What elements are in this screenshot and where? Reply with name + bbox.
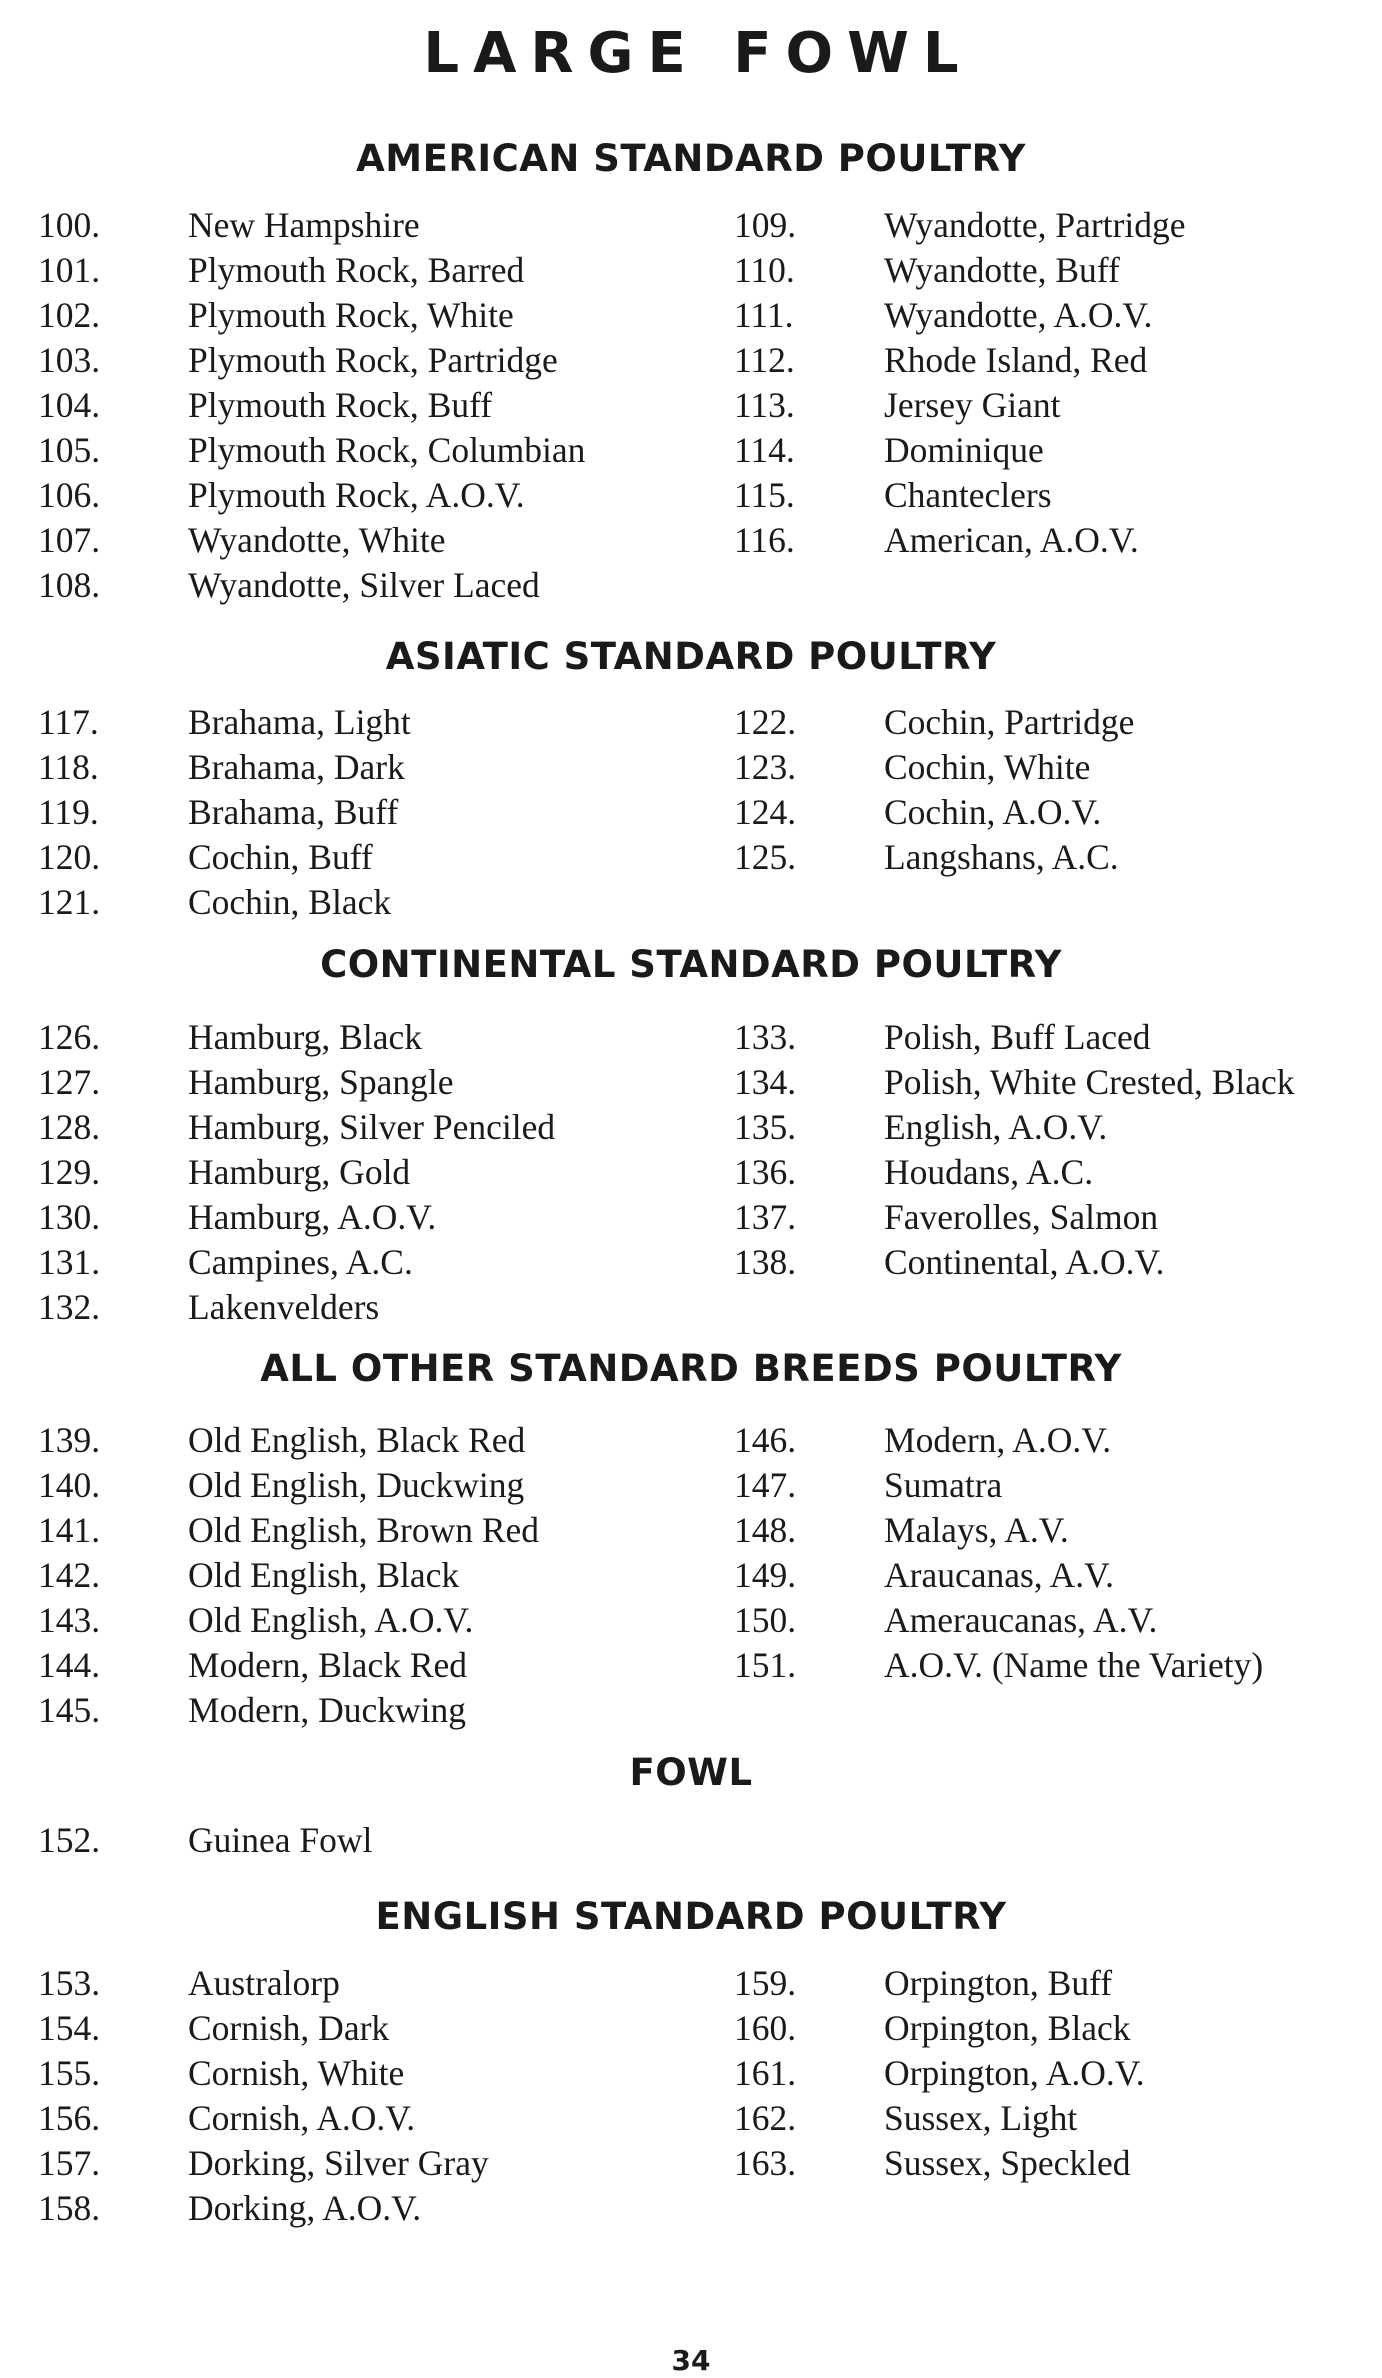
list-item [38, 2141, 489, 2186]
breed-name: Orpington, A.O.V. [884, 2053, 1145, 2093]
list-item [38, 203, 585, 248]
entry-number: 130. [38, 1197, 101, 1237]
section-heading-continental-standard-poultry: CONTINENTAL STANDARD POULTRY [320, 943, 1062, 986]
breed-name: Sumatra [884, 1465, 1003, 1505]
entry-number: 156. [38, 2098, 101, 2138]
entry-number: 111. [734, 295, 794, 335]
breed-name: Modern, A.O.V. [884, 1420, 1112, 1460]
list-item [734, 2006, 1145, 2051]
entry-number: 120. [38, 837, 101, 877]
breed-name: Lakenvelders [188, 1287, 380, 1327]
entry-number: 144. [38, 1645, 101, 1685]
entry-number: 114. [734, 430, 795, 470]
breed-name: Guinea Fowl [188, 1820, 373, 1860]
left-column [38, 203, 585, 608]
breed-name: Ameraucanas, A.V. [884, 1600, 1158, 1640]
list-item [734, 1105, 1295, 1150]
list-item [734, 518, 1186, 563]
entry-number: 122. [734, 702, 797, 742]
breed-name: Modern, Duckwing [188, 1690, 467, 1730]
entry-number: 150. [734, 1600, 797, 1640]
entry-number: 141. [38, 1510, 101, 1550]
list-item [38, 518, 585, 563]
list-item [38, 1015, 555, 1060]
entry-number: 104. [38, 385, 101, 425]
list-item [38, 1105, 555, 1150]
list-item [734, 2096, 1145, 2141]
breed-name: Modern, Black Red [188, 1645, 468, 1685]
entry-number: 112. [734, 340, 795, 380]
entry-number: 160. [734, 2008, 797, 2048]
left-column [38, 700, 411, 925]
entry-number: 158. [38, 2188, 101, 2228]
breed-name: New Hampshire [188, 205, 420, 245]
entry-number: 157. [38, 2143, 101, 2183]
list-item [734, 293, 1186, 338]
section-heading-english-standard-poultry: ENGLISH STANDARD POULTRY [375, 1895, 1007, 1938]
breed-name: Old English, Duckwing [188, 1465, 525, 1505]
list-item [734, 1463, 1263, 1508]
breed-name: Houdans, A.C. [884, 1152, 1094, 1192]
left-column [38, 1418, 539, 1733]
entry-number: 163. [734, 2143, 797, 2183]
breed-name: Cochin, Partridge [884, 702, 1135, 742]
breed-name: Old English, Black [188, 1555, 460, 1595]
list-item [38, 1961, 489, 2006]
list-item [38, 1818, 372, 1863]
entry-number: 149. [734, 1555, 797, 1595]
entry-number: 140. [38, 1465, 101, 1505]
breed-name: Wyandotte, White [188, 520, 446, 560]
left-column [38, 1818, 372, 1863]
list-item [734, 1553, 1263, 1598]
entry-number: 133. [734, 1017, 797, 1057]
right-column [734, 700, 1134, 880]
breed-name: Old English, Black Red [188, 1420, 526, 1460]
entry-number: 155. [38, 2053, 101, 2093]
list-item [38, 383, 585, 428]
breed-name: Hamburg, A.O.V. [188, 1197, 437, 1237]
list-item [38, 563, 585, 608]
breed-name: English, A.O.V. [884, 1107, 1108, 1147]
entry-number: 106. [38, 475, 101, 515]
entry-number: 151. [734, 1645, 797, 1685]
left-column [38, 1961, 489, 2231]
list-item [38, 835, 411, 880]
list-item [38, 1240, 555, 1285]
list-item [38, 428, 585, 473]
list-item [38, 1688, 539, 1733]
entry-number: 131. [38, 1242, 101, 1282]
list-item [734, 1015, 1295, 1060]
right-column [734, 1015, 1295, 1285]
page-number: 34 [671, 2344, 711, 2377]
entry-number: 123. [734, 747, 797, 787]
list-item [734, 2051, 1145, 2096]
breed-name: Plymouth Rock, Buff [188, 385, 493, 425]
entry-number: 124. [734, 792, 797, 832]
breed-name: Brahama, Light [188, 702, 411, 742]
list-item [38, 248, 585, 293]
breed-name: Polish, Buff Laced [884, 1017, 1151, 1057]
list-item [734, 790, 1134, 835]
breed-name: Cornish, A.O.V. [188, 2098, 416, 2138]
list-item [38, 1285, 555, 1330]
breed-name: Chanteclers [884, 475, 1052, 515]
entry-number: 129. [38, 1152, 101, 1192]
list-item [38, 473, 585, 518]
entry-number: 154. [38, 2008, 101, 2048]
entry-number: 127. [38, 1062, 101, 1102]
breed-name: Brahama, Dark [188, 747, 405, 787]
breed-name: Old English, A.O.V. [188, 1600, 474, 1640]
breed-name: Hamburg, Spangle [188, 1062, 454, 1102]
list-item [734, 473, 1186, 518]
entry-number: 103. [38, 340, 101, 380]
entry-number: 137. [734, 1197, 797, 1237]
entry-number: 117. [38, 702, 99, 742]
list-item [38, 880, 411, 925]
breed-name: American, A.O.V. [884, 520, 1139, 560]
entry-number: 135. [734, 1107, 797, 1147]
entry-number: 110. [734, 250, 795, 290]
breed-name: Orpington, Buff [884, 1963, 1113, 2003]
breed-name: Hamburg, Silver Penciled [188, 1107, 556, 1147]
list-item [734, 1418, 1263, 1463]
entry-number: 162. [734, 2098, 797, 2138]
entry-number: 128. [38, 1107, 101, 1147]
breed-name: Wyandotte, Partridge [884, 205, 1186, 245]
section-heading-fowl: FOWL [629, 1751, 753, 1794]
entry-number: 142. [38, 1555, 101, 1595]
list-item [734, 428, 1186, 473]
breed-name: A.O.V. (Name the Variety) [884, 1645, 1264, 1685]
breed-name: Hamburg, Gold [188, 1152, 411, 1192]
breed-name: Plymouth Rock, Columbian [188, 430, 586, 470]
list-item [734, 700, 1134, 745]
entry-number: 121. [38, 882, 101, 922]
list-item [734, 1961, 1145, 2006]
entry-number: 100. [38, 205, 101, 245]
list-item [734, 1060, 1295, 1105]
entry-number: 102. [38, 295, 101, 335]
list-item [38, 1418, 539, 1463]
breed-name: Langshans, A.C. [884, 837, 1119, 877]
list-item [734, 2141, 1145, 2186]
list-item [38, 293, 585, 338]
entry-number: 107. [38, 520, 101, 560]
entry-number: 116. [734, 520, 795, 560]
entry-number: 153. [38, 1963, 101, 2003]
breed-name: Plymouth Rock, Partridge [188, 340, 558, 380]
list-item [734, 1508, 1263, 1553]
section-heading-all-other-standard-breeds-poultry: ALL OTHER STANDARD BREEDS POULTRY [260, 1347, 1122, 1390]
breed-name: Faverolles, Salmon [884, 1197, 1159, 1237]
entry-number: 147. [734, 1465, 797, 1505]
breed-name: Wyandotte, Buff [884, 250, 1120, 290]
breed-name: Dorking, Silver Gray [188, 2143, 489, 2183]
left-column [38, 1015, 555, 1330]
breed-name: Continental, A.O.V. [884, 1242, 1165, 1282]
entry-number: 143. [38, 1600, 101, 1640]
right-column [734, 1418, 1263, 1688]
list-item [38, 1195, 555, 1240]
breed-name: Malays, A.V. [884, 1510, 1069, 1550]
entry-number: 146. [734, 1420, 797, 1460]
entry-number: 159. [734, 1963, 797, 2003]
list-item [734, 383, 1186, 428]
entry-number: 152. [38, 1820, 101, 1860]
list-item [38, 2006, 489, 2051]
entry-number: 139. [38, 1420, 101, 1460]
list-item [38, 2186, 489, 2231]
list-item [734, 745, 1134, 790]
breed-name: Plymouth Rock, Barred [188, 250, 525, 290]
list-item [734, 1643, 1263, 1688]
entry-number: 126. [38, 1017, 101, 1057]
entry-number: 145. [38, 1690, 101, 1730]
entry-number: 115. [734, 475, 795, 515]
list-item [734, 338, 1186, 383]
list-item [38, 1060, 555, 1105]
list-item [38, 2051, 489, 2096]
list-item [38, 1508, 539, 1553]
entry-number: 109. [734, 205, 797, 245]
section-heading-asiatic-standard-poultry: ASIATIC STANDARD POULTRY [385, 635, 997, 678]
breed-name: Plymouth Rock, A.O.V. [188, 475, 525, 515]
breed-name: Orpington, Black [884, 2008, 1131, 2048]
section-heading-american-standard-poultry: AMERICAN STANDARD POULTRY [356, 137, 1026, 180]
breed-name: Jersey Giant [884, 385, 1061, 425]
breed-name: Hamburg, Black [188, 1017, 422, 1057]
breed-name: Cornish, Dark [188, 2008, 390, 2048]
right-column [734, 203, 1186, 563]
breed-name: Dorking, A.O.V. [188, 2188, 422, 2228]
list-item [38, 1553, 539, 1598]
list-item [734, 248, 1186, 293]
list-item [38, 700, 411, 745]
breed-name: Campines, A.C. [188, 1242, 413, 1282]
list-item [734, 1195, 1295, 1240]
entry-number: 101. [38, 250, 101, 290]
breed-name: Sussex, Light [884, 2098, 1078, 2138]
entry-number: 119. [38, 792, 99, 832]
breed-name: Cochin, Black [188, 882, 392, 922]
breed-name: Cochin, White [884, 747, 1091, 787]
page-title: LARGE FOWL [423, 21, 973, 86]
list-item [38, 2096, 489, 2141]
list-item [38, 745, 411, 790]
list-item [734, 1240, 1295, 1285]
list-item [38, 1598, 539, 1643]
list-item [38, 1643, 539, 1688]
breed-name: Australorp [188, 1963, 340, 2003]
entry-number: 161. [734, 2053, 797, 2093]
entry-number: 105. [38, 430, 101, 470]
entry-number: 134. [734, 1062, 797, 1102]
list-item [38, 790, 411, 835]
entry-number: 136. [734, 1152, 797, 1192]
list-item [734, 203, 1186, 248]
list-item [734, 1598, 1263, 1643]
breed-name: Sussex, Speckled [884, 2143, 1131, 2183]
breed-name: Rhode Island, Red [884, 340, 1148, 380]
list-item [38, 1463, 539, 1508]
breed-name: Wyandotte, Silver Laced [188, 565, 540, 605]
list-item [38, 338, 585, 383]
breed-name: Brahama, Buff [188, 792, 399, 832]
breed-name: Wyandotte, A.O.V. [884, 295, 1153, 335]
entry-number: 113. [734, 385, 795, 425]
entry-number: 148. [734, 1510, 797, 1550]
breed-name: Cochin, Buff [188, 837, 373, 877]
breed-name: Plymouth Rock, White [188, 295, 514, 335]
entry-number: 108. [38, 565, 101, 605]
breed-name: Cochin, A.O.V. [884, 792, 1102, 832]
list-item [38, 1150, 555, 1195]
entry-number: 132. [38, 1287, 101, 1327]
breed-name: Dominique [884, 430, 1044, 470]
breed-name: Cornish, White [188, 2053, 405, 2093]
entry-number: 118. [38, 747, 99, 787]
entry-number: 125. [734, 837, 797, 877]
entry-number: 138. [734, 1242, 797, 1282]
list-item [734, 1150, 1295, 1195]
breed-name: Polish, White Crested, Black [884, 1062, 1295, 1102]
right-column [734, 1961, 1145, 2186]
list-item [734, 835, 1134, 880]
breed-name: Old English, Brown Red [188, 1510, 540, 1550]
breed-name: Araucanas, A.V. [884, 1555, 1115, 1595]
